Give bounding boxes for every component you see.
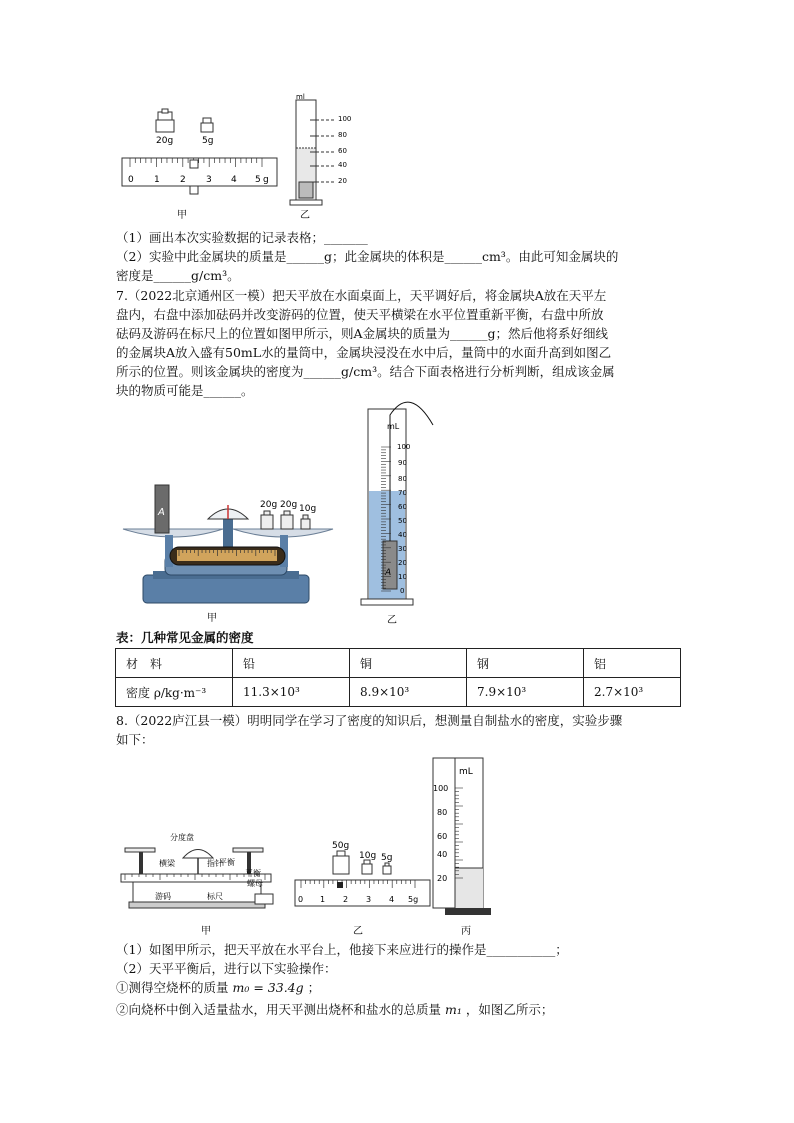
step2-suffix: ，如图乙所示；: [465, 1002, 554, 1017]
figure-2: [115, 395, 460, 630]
svg-text:A: A: [158, 507, 165, 518]
header-cell: 材 料: [116, 649, 233, 678]
q7-line3: 砝码及游码在标尺上的位置如图甲所示，则A金属块的质量为______g；然后他将系好细线: [116, 326, 609, 341]
svg-text:90: 90: [398, 459, 407, 467]
svg-text:100: 100: [338, 115, 352, 123]
svg-text:40: 40: [338, 161, 347, 169]
svg-text:分度盘: 分度盘: [170, 833, 194, 842]
q7-line1: 7.（2022北京通州区一模）把天平放在水面桌面上，天平调好后，将金属块A放在天平左: [116, 288, 607, 303]
svg-text:20g: 20g: [280, 500, 298, 510]
figure-1: [110, 90, 390, 230]
svg-text:4: 4: [389, 895, 395, 904]
table-cell: 11.3×10³: [233, 678, 350, 707]
q7-line4: 的金属块A放入盛有50mL水的量筒中，金属块浸没在水中后，量筒中的水面升高到如图乙: [116, 345, 612, 360]
graduated-cylinder: [290, 93, 351, 205]
fig1-label-jia: 甲: [177, 210, 187, 221]
block-a: [155, 485, 169, 533]
fig3-label-yi: 乙: [353, 926, 363, 937]
header-cell: 铜: [350, 649, 467, 678]
step1-math: m₀ = 33.4g: [232, 980, 304, 995]
svg-text:50: 50: [398, 517, 407, 525]
svg-text:3: 3: [206, 175, 212, 185]
svg-text:100: 100: [433, 784, 449, 793]
svg-text:mL: mL: [459, 767, 473, 777]
svg-text:0: 0: [128, 175, 134, 185]
weight-20g: [156, 109, 174, 146]
rider: [190, 160, 198, 168]
svg-text:横梁: 横梁: [159, 859, 175, 868]
weights: [260, 500, 316, 529]
step2-prefix: ②向烧杯中倒入适量盐水，用天平测出烧杯和盐水的总质量: [116, 1002, 442, 1017]
density-table: [115, 648, 681, 707]
svg-text:螺母: 螺母: [247, 879, 263, 888]
q7-line6: 块的物质可能是______。: [116, 383, 254, 398]
q7-line2: 盘内，右盘中添加砝码并改变游码的位置，使天平横梁在水平位置重新平衡，右盘中所放: [116, 307, 604, 322]
weight-5g-label: 5g: [202, 136, 214, 146]
weights-yi: [332, 841, 392, 874]
q8-step2: [116, 1000, 553, 1019]
svg-text:0: 0: [298, 895, 304, 904]
svg-text:80: 80: [398, 475, 407, 483]
balance-jia: [121, 832, 273, 908]
step1-suffix: ；: [307, 980, 321, 995]
svg-text:20g: 20g: [260, 500, 278, 510]
q6-line3: 密度是______g/cm³。: [116, 268, 240, 283]
table-cell: 8.9×10³: [350, 678, 467, 707]
q8-sub1: （1）如图甲所示，把天平放在水平台上，他接下来应进行的操作是___________；: [116, 942, 568, 957]
table-header-row: [116, 649, 681, 678]
svg-text:g: g: [263, 175, 269, 185]
q6-line1: （1）画出本次实验数据的记录表格；_______: [116, 230, 368, 245]
svg-text:指针: 指针: [207, 859, 223, 868]
fig3-label-jia: 甲: [201, 926, 211, 937]
svg-text:ml: ml: [296, 93, 305, 101]
svg-text:40: 40: [398, 531, 407, 539]
figure-3: [115, 748, 495, 938]
svg-text:70: 70: [398, 489, 407, 497]
q7-line5: 所示的位置。则该金属块的密度为______g/cm³。结合下面表格进行分析判断，组成该金属: [116, 364, 615, 379]
svg-text:平衡: 平衡: [219, 858, 235, 867]
svg-text:4: 4: [231, 175, 237, 185]
fig1-label-yi: 乙: [300, 210, 310, 221]
q8-step1: [116, 978, 320, 997]
q8-sub2: （2）天平平衡后，进行以下实验操作：: [116, 961, 337, 976]
fig2-label-jia: 甲: [207, 613, 217, 624]
q8-line2: 如下：: [116, 732, 154, 747]
table-row: [116, 678, 681, 707]
table-caption: 表：几种常见金属的密度: [116, 630, 254, 645]
step1-prefix: ①测得空烧杯的质量: [116, 980, 229, 995]
svg-text:20: 20: [338, 177, 347, 185]
graduated-cylinder-c: [433, 758, 491, 915]
svg-text:2: 2: [180, 175, 186, 185]
fig3-label-bing: 丙: [461, 926, 471, 937]
svg-text:80: 80: [437, 808, 448, 817]
table-cell: 7.9×10³: [467, 678, 584, 707]
svg-text:10g: 10g: [299, 504, 317, 514]
svg-text:20: 20: [398, 559, 407, 567]
svg-text:10: 10: [398, 573, 407, 581]
svg-text:60: 60: [437, 832, 448, 841]
svg-text:30: 30: [398, 545, 407, 553]
row-label: 密度 ρ/kg·m⁻³: [116, 678, 233, 707]
svg-text:40: 40: [437, 850, 448, 859]
svg-text:60: 60: [338, 147, 347, 155]
header-cell: 铅: [233, 649, 350, 678]
svg-text:5g: 5g: [408, 895, 419, 904]
svg-text:80: 80: [338, 131, 347, 139]
svg-text:20: 20: [437, 874, 448, 883]
svg-text:mL: mL: [387, 422, 400, 431]
svg-text:标尺: 标尺: [207, 892, 223, 901]
ruler-yi: [295, 880, 430, 906]
svg-text:A: A: [385, 568, 392, 578]
step2-math: m₁: [445, 1002, 462, 1017]
svg-text:游码: 游码: [155, 892, 171, 901]
table-cell: 2.7×10³: [584, 678, 681, 707]
svg-text:0: 0: [400, 587, 405, 595]
svg-text:50g: 50g: [332, 841, 350, 851]
graduated-cylinder-b: [361, 402, 433, 605]
fig2-label-yi: 乙: [387, 615, 397, 626]
header-cell: 铝: [584, 649, 681, 678]
svg-text:3: 3: [366, 895, 372, 904]
svg-text:10g: 10g: [359, 851, 377, 861]
svg-text:平衡: 平衡: [245, 869, 261, 878]
svg-text:60: 60: [398, 503, 407, 511]
svg-text:2: 2: [343, 895, 349, 904]
svg-text:100: 100: [397, 443, 411, 451]
weight-5g: [201, 118, 213, 146]
svg-text:1: 1: [320, 895, 326, 904]
ruler: [122, 158, 277, 194]
svg-text:1: 1: [154, 175, 160, 185]
q8-line1: 8.（2022庐江县一模）明明同学在学习了密度的知识后，想测量自制盐水的密度，实验步骤: [116, 713, 623, 728]
svg-text:5g: 5g: [381, 853, 393, 863]
weight-20g-label: 20g: [156, 136, 174, 146]
header-cell: 钢: [467, 649, 584, 678]
svg-text:5: 5: [255, 175, 261, 185]
q6-line2: （2）实验中此金属块的质量是______g；此金属块的体积是______cm³。由此可知金属块的: [116, 249, 619, 264]
